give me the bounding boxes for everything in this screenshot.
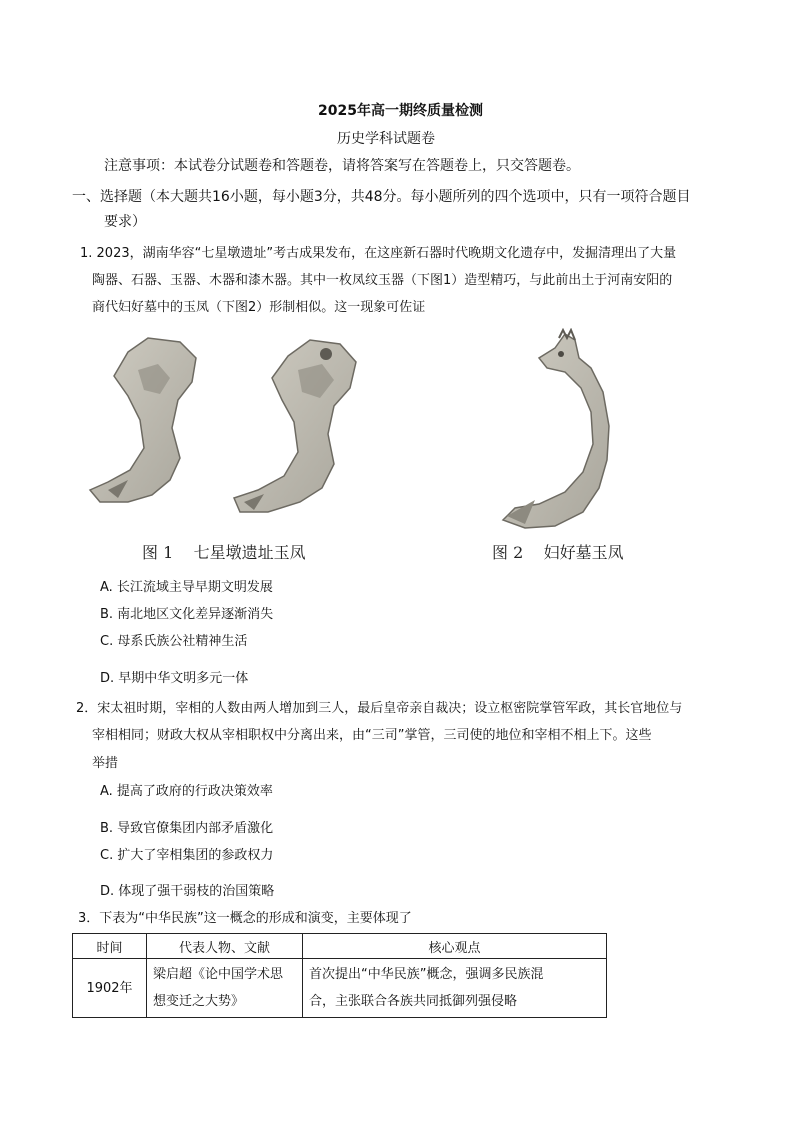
q2-option-d[interactable]: D. 体现了强干弱枝的治国策略 (100, 884, 275, 899)
q2-stem-line1: 2．宋太祖时期，宰相的人数由两人增加到三人，最后皇帝亲自裁决；设立枢密院掌管军政，其长官地位与 (76, 701, 683, 716)
q1-option-b[interactable]: B. 南北地区文化差异逐渐消失 (100, 607, 274, 622)
table-header-works: 代表人物、文献 (147, 934, 303, 959)
works-line1: 梁启超《论中国学术思 (153, 967, 284, 982)
table-header-row (73, 934, 607, 959)
jade-phoenix-fuhao (503, 334, 609, 528)
q2-stem-line2: 宰相相同；财政大权从宰相职权中分离出来，由“三司”掌管，三司使的地位和宰相不相上下。这些 (92, 728, 652, 743)
jade-phoenix-right (234, 340, 356, 512)
q1-stem-line2: 陶器、石器、玉器、木器和漆木器。其中一枚凤纹玉器（下图1）造型精巧，与此前出土于河南安阳的 (92, 273, 673, 288)
q3-table (72, 933, 607, 1018)
section-heading-line2: 要求） (104, 214, 146, 230)
q1-option-c[interactable]: C. 母系氏族公社精神生活 (100, 634, 248, 649)
exam-title: 2025年高一期终质量检测 (318, 103, 483, 119)
q2-option-a[interactable]: A. 提高了政府的行政决策效率 (100, 784, 273, 799)
figure-2-image (495, 328, 635, 533)
notice-text: 注意事项：本试卷分试题卷和答题卷，请将答案写在答题卷上，只交答题卷。 (104, 158, 580, 174)
q2-stem-line3: 举措 (92, 756, 119, 771)
q2-option-b[interactable]: B. 导致官僚集团内部矛盾激化 (100, 821, 274, 836)
table-row (73, 959, 607, 1018)
q1-option-d[interactable]: D. 早期中华文明多元一体 (100, 671, 249, 686)
q1-stem-line1: 1. 2023，湖南华容“七星墩遗址”考古成果发布，在这座新石器时代晚期文化遗存中，发掘清理出了大量 (80, 246, 677, 261)
exam-subtitle: 历史学科试题卷 (337, 131, 435, 147)
table-header-view: 核心观点 (303, 934, 607, 959)
jade-phoenix-left (90, 338, 196, 502)
q3-stem: 3．下表为“中华民族”这一概念的形成和演变，主要体现了 (78, 911, 412, 926)
figure-2-caption: 图 2 妇好墓玉凤 (492, 543, 624, 562)
figure-1-caption: 图 1 七星墩遗址玉凤 (142, 543, 306, 562)
q1-option-a[interactable]: A. 长江流域主导早期文明发展 (100, 580, 273, 595)
q1-stem-line3: 商代妇好墓中的玉凤（下图2）形制相似。这一现象可佐证 (92, 300, 426, 315)
table-cell-year: 1902年 (73, 959, 147, 1018)
q2-option-c[interactable]: C. 扩大了宰相集团的参政权力 (100, 848, 274, 863)
works-line2: 想变迁之大势》 (153, 994, 245, 1009)
table-cell-view (303, 959, 607, 1018)
view-line1: 首次提出“中华民族”概念，强调多民族混 (309, 967, 544, 982)
section-heading-line1: 一、选择题（本大题共16小题，每小题3分，共48分。每小题所列的四个选项中，只有一项符合题目 (72, 189, 691, 205)
figure-1-image (88, 330, 378, 535)
table-header-time: 时间 (73, 934, 147, 959)
view-line2: 合，主张联合各族共同抵御列强侵略 (309, 994, 518, 1009)
table-cell-works (147, 959, 303, 1018)
